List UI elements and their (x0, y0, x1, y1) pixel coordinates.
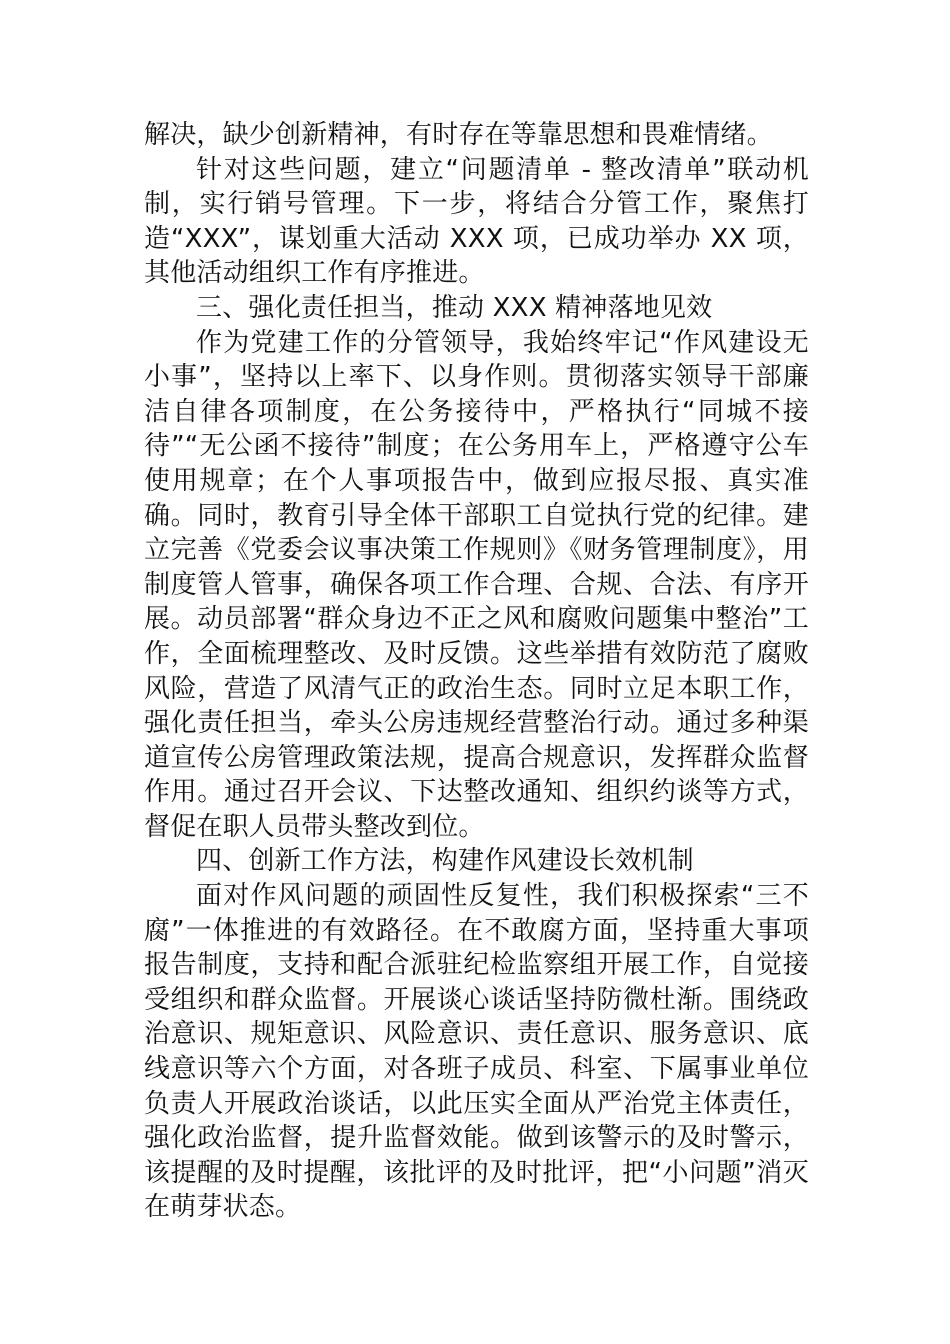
section-heading-three: 三、强化责任担当，推动 XXX 精神落地见效 (196, 292, 713, 323)
document-body (144, 118, 809, 1225)
paragraph-continuation: 解决，缺少创新精神，有时存在等靠思想和畏难情绪。 (144, 120, 773, 150)
section-heading-four: 四、创新工作方法，构建作风建设长效机制 (196, 846, 694, 877)
paragraph-long-term-mechanism: 面对作风问题的顽固性反复性，我们积极探索“三不腐”一体推进的有效路径。在不敢腐方面，坚持重大事项报告制度，支持和配合派驻纪检监察组开展工作，自觉接受组织和群众监督。开展谈心谈话坚持防微杜渐。围绕政治意识、规矩意识、风险意识、责任意识、服务意识、底线意识等六个方面，对各班子成员、科室、下属事业单位负责人开展政治谈话，以此压实全面从严治党主体责任，强化政治监督，提升监督效能。做到该警示的及时警示，该提醒的及时提醒，该批评的及时批评，把“小问题”消灭在萌芽状态。 (144, 881, 809, 1223)
paragraph-rectification-mechanism: 针对这些问题，建立“问题清单 - 整改清单”联动机制，实行销号管理。下一步，将结合分管工作，聚焦打造“XXX”，谋划重大活动 XXX 项，已成功举办 XX 项，其他活动组织工作有序推进。 (144, 154, 809, 289)
paragraph-responsibility: 作为党建工作的分管领导，我始终牢记“作风建设无小事”，坚持以上率下、以身作则。贯彻落实领导干部廉洁自律各项制度，在公务接待中，严格执行“同城不接待”“无公函不接待”制度；在公务用车上，严格遵守公车使用规章；在个人事项报告中，做到应报尽报、真实准确。同时，教育引导全体干部职工自觉执行党的纪律。建立完善《党委会议事决策工作规则》《财务管理制度》，用制度管人管事，确保各项工作合理、合规、合法、有序开展。动员部署“群众身边不正之风和腐败问题集中整治”工作，全面梳理整改、及时反馈。这些举措有效防范了腐败风险，营造了风清气正的政治生态。同时立足本职工作，强化责任担当，牵头公房违规经营整治行动。通过多种渠道宣传公房管理政策法规，提高合规意识，发挥群众监督作用。通过召开会议、下达整改通知、组织约谈等方式，督促在职人员带头整改到位。 (144, 327, 809, 842)
